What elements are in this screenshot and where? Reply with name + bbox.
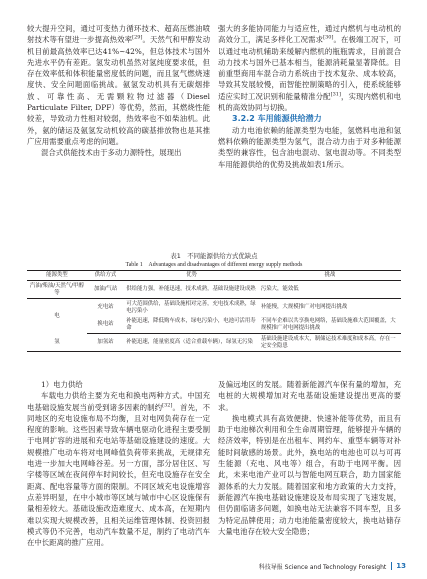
left-column-bottom — [27, 379, 210, 548]
table-cell: 加氢站 — [87, 334, 124, 352]
right-column-bottom — [218, 379, 401, 537]
paragraph: 车载电力供给主要为充电和换电两种方式。中国充电基础设施发展当前受到诸多因素的制约[32]。首先，不同地区的充电设施布局不均衡，且对电网负荷存在一定程度的影响。这些因素导致车辆电驱动化进程主要受制于电网扩容的进展和充电站等基础设施建设的速度。大规模推广电动车将对电网峰值负荷带来挑战，无规律充电进一步加大电网峰谷差。另一方面，部分居住区、写字楼等区域在夜间停车时间较长，但充电设施存在安全距离、配电容量等方面的限制。不同区域充电设施增容点差异明显，在中小城市等区域与城市中心区设施保有量相差较大。基础设施改造难度大、成本高，在短期内难以实现大规模改善，且相关运维管理体制、投资回报模式等仍不完善，电动汽车数量不足，制约了电动汽车在中长距离的推广应用。 — [27, 391, 210, 548]
footer-divider — [391, 562, 392, 570]
table-cell: 可大范围供给，基础设施相对完善，充电技术成熟，绿电污染小 — [126, 300, 256, 314]
header-cell: 挑战 — [259, 271, 401, 281]
table-cell: 电 — [54, 312, 60, 319]
table-cell: 基础设施建设成本大，制储运技术难度和成本高，存在一定安全隐患 — [259, 334, 401, 352]
energy-supply-table — [27, 270, 401, 352]
page-footer — [210, 560, 406, 572]
paragraph: 混合式供能技术由于多动力源特性，展现出 — [41, 148, 182, 158]
table-cell: 供给能力强，补能迅速，技术成熟，基础设施建设成熟 — [124, 281, 259, 299]
header-cell: 优势 — [124, 271, 259, 281]
section-heading: 3.2.2 车用能源供给潜力 — [232, 114, 322, 124]
citation: [29] — [132, 34, 143, 41]
table-cell: 加油/气站 — [87, 281, 124, 299]
table-row — [27, 299, 401, 317]
table-cell: 补能迅速，降低购车成本，绿电污染小，电池可活用寿命 — [124, 316, 259, 334]
table-cell: 补能慢，大规模推广对电网提出挑战 — [260, 304, 348, 310]
journal-name: 科技导报 Science and Technology Foresight — [258, 563, 387, 571]
table-cell: 污染大，能效低 — [259, 281, 401, 299]
right-column-top — [218, 23, 401, 170]
table-header-row — [27, 271, 401, 281]
citation: [31] — [330, 91, 341, 98]
paragraph: 换电模式具有高效便捷、快速补能等优势，而且有助于电池梯次利用和全生命周期管理，能够提升车辆的经济效率，特别是在出租车、网约车、重型车辆等对补能时间敏感的场景。此外，换电站的电池也可以与可再生能源（充电、风电等）组合，有助于电网平衡。因此，未来电池产业可以与智能电网互联合，助力国家能源体系的大力发展。随着国家和地方政策的大力支持，新能源汽车换电基础设施建设及布局实现了飞速发展，但仍面临诸多问题，如换电站无法兼容不同车型，且多为特定品牌使用；动力电池能量密度较大，换电站储存大量电池存在较大安全隐患； — [218, 413, 401, 536]
header-cell: 能源类型 — [27, 271, 87, 281]
table-cell: 汽油/柴油/天然气/甲醇等 — [27, 281, 87, 299]
table-cell: 换电站 — [87, 316, 124, 334]
citation: [30] — [323, 34, 334, 41]
table-block — [27, 252, 401, 352]
table-row — [27, 334, 401, 352]
table-cell: 补能迅速，能量密度高（适合重载车辆），绿氢无污染 — [124, 334, 259, 352]
paragraph: 强大的多能协同能力与适应性，通过内燃机与电动机的高效分工，满足多样化工况需求[30]。在极端工况下，可以通过电动机辅助来缓解内燃机的瓶瓶需求，目前混合动力技术与国外已基本相当，能源消耗量显著降低。目前重型商用车混合动力系统由于技术复杂、成本较高，导致其发展较慢，而智能控制策略的引入，使系统能够适应实时工况识别和能量精准分配[31]，实现内燃机和电机的高效协同与切换。 — [218, 24, 401, 113]
paragraph: 动力电池依赖的能源类型为电能，氢燃料电池和氢燃料依赖的能源类型为氢气，混合动力由于对多种能源类型的兼容性，包含油电混动、氢电混动等。不同类型车用能源供给的优势及挑战如表1所示。 — [218, 125, 401, 169]
subsection-heading: 1）电力供给 — [41, 380, 83, 389]
table-cell: 氢 — [27, 334, 87, 352]
table-cell: 充电站 — [97, 304, 114, 310]
header-cell: 供给方式 — [87, 271, 124, 281]
citation: [32] — [162, 402, 173, 409]
table-cell: 不同车企难以共享换电网络，基础设施难大范围覆盖，大规模推广对电网提出挑战 — [259, 316, 401, 334]
paragraph: 及偏远地区的发展。随着新能源汽车保有量的增加，充电桩的大规模增加对充电基础设施建设提出更高的要求。 — [218, 380, 401, 412]
table-caption-en: Table 1 Advantages and disadvantages of different energy supply methods — [125, 262, 303, 268]
table-row — [27, 281, 401, 299]
left-column-top — [27, 23, 210, 159]
page-number: 13 — [396, 562, 406, 570]
table-caption-cn: 表1 不同能源供给方式优缺点 — [170, 252, 258, 260]
paragraph: 较大提升空间，通过可变热力循环技术、超高压燃油喷射技术等有望进一步提高热效率[29]。天然气和甲醇发动机目前最高热效率已达41%~42%，但总体技术与国外先进水平仍有差距。氢发动机虽然对氢纯度要求低，但存在效率低和体积能量密度低的问题，而且氢气燃烧速度快、安全问题面临挑战。氨氢发动机具有无碳烟排放、可靠性高、无需颗粒物过滤器（Diesel Particulate Filter, DPF）等优势，然而，其燃烧性能较差，导致动力性相对较弱，热效率也不如柴油机。此外，氨的储运及氨氢发动机较高的碳基排放物也是其推广应用需要重点考虑的问题。 — [27, 24, 210, 146]
